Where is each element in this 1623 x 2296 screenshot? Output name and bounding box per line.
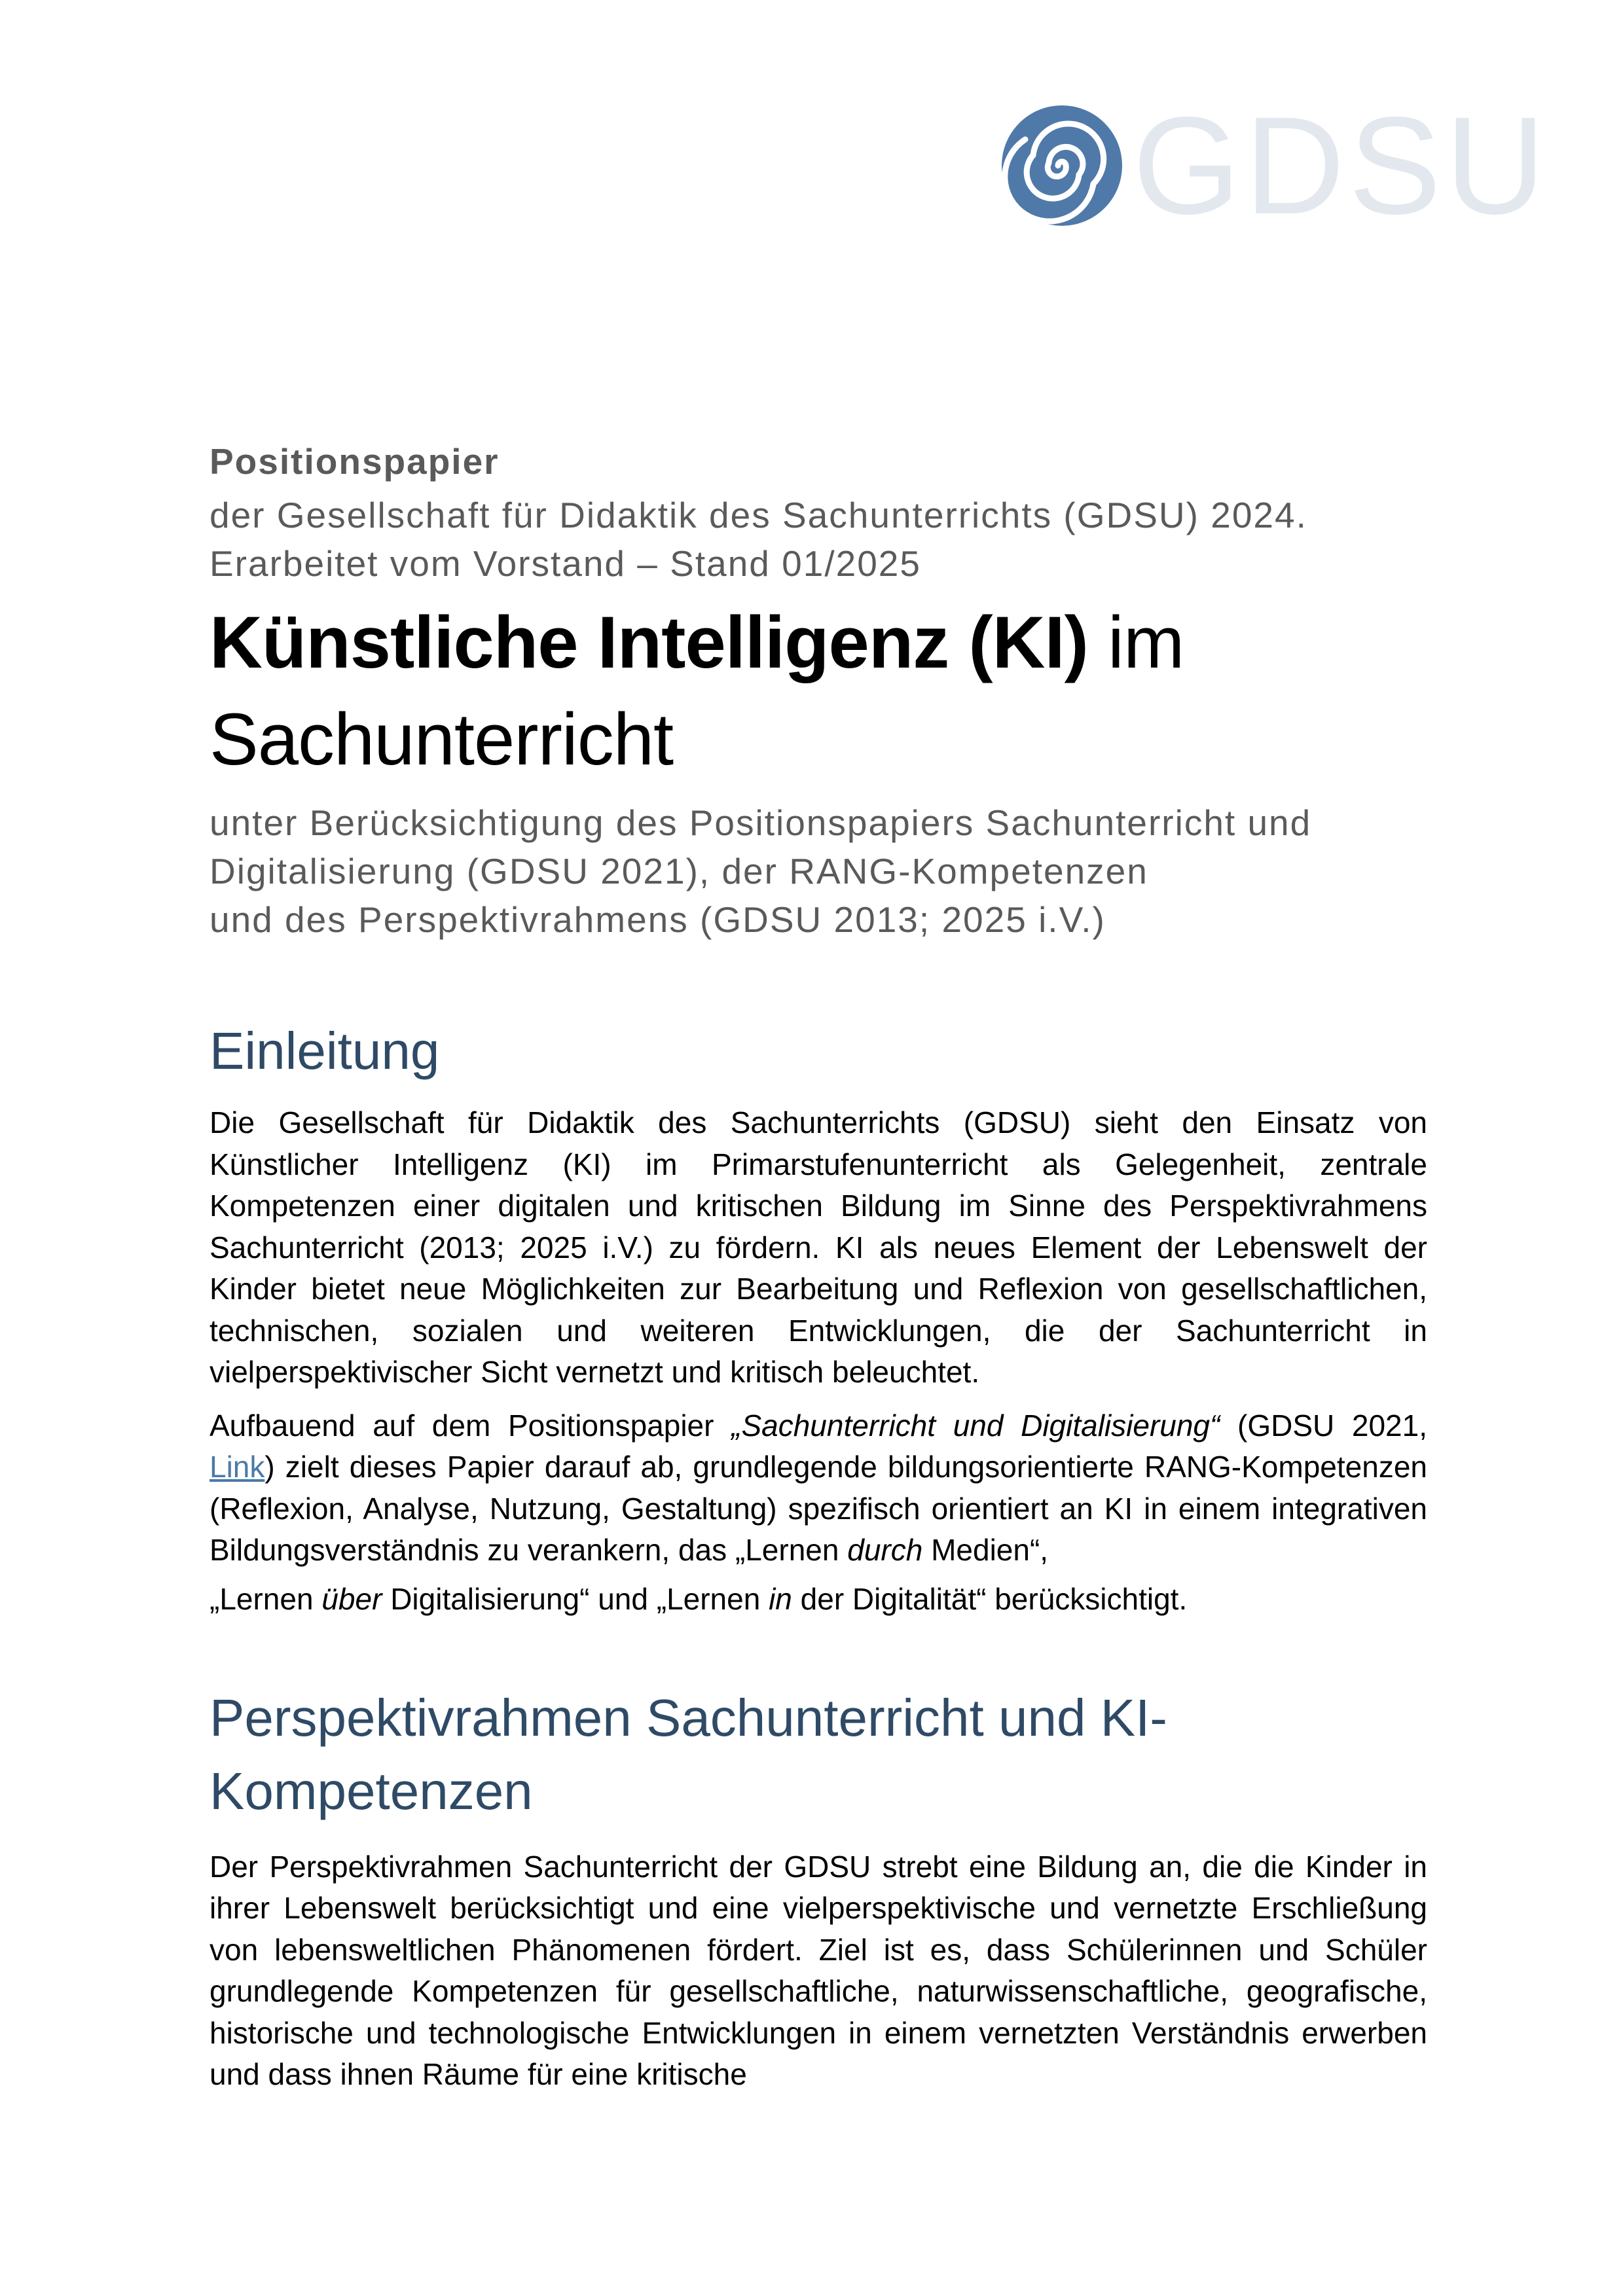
text-run: ) zielt dieses Papier darauf ab, grundlegende bildungsorientierte RANG-Kompetenzen (Reflexion, Analyse, Nutzung, Gestaltung) spezifisch orientiert an KI in einem integrativen Bildungsverständnis zu verankern, das „Lernen	[210, 1450, 1427, 1567]
doc-meta	[210, 491, 1427, 588]
text-run: der Digitalität“ berücksichtigt.	[792, 1581, 1188, 1616]
emphasis: durch	[847, 1533, 923, 1567]
emphasis: in	[769, 1581, 792, 1616]
heading-line-2: Kompetenzen	[210, 1761, 533, 1820]
doc-type-label: Positionspapier	[210, 441, 500, 482]
intro-paragraph-2	[210, 1405, 1427, 1625]
persp-paragraph-1: Der Perspektivrahmen Sachunterricht der GDSU strebt eine Bildung an, die die Kinder in ihrer Lebenswelt berücksichtigt und eine vielperspektivische und vernetzte Erschließung von lebensweltlichen Phänomenen fördert. Ziel ist es, dass Schülerinnen und Schüler grundlegende Kompetenzen für gesellschaftliche, naturwissenschaftliche, geografische, historische und technologische Entwicklungen in einem vernetzten Verständnis erwerben und dass ihnen Räume für eine kritische	[210, 1849, 1427, 2091]
logo-wordmark: GDSU	[1133, 88, 1550, 243]
section-heading-intro: Einleitung	[210, 1022, 440, 1080]
text-run: (GDSU 2021,	[1220, 1408, 1427, 1443]
text-run: „Lernen	[210, 1581, 322, 1616]
meta-line-2: Erarbeitet vom Vorstand – Stand 01/2025	[210, 543, 921, 584]
title-normal: im	[1087, 601, 1184, 683]
text-run: Digitalisierung“ und „Lernen	[382, 1581, 769, 1616]
text-run: Medien“,	[922, 1533, 1049, 1567]
subtitle-line-3: und des Perspektivrahmens (GDSU 2013; 2025 i.V.)	[210, 899, 1106, 940]
intro-paragraph-1: Die Gesellschaft für Didaktik des Sachunterrichts (GDSU) sieht den Einsatz von Künstlicher Intelligenz (KI) im Primarstufenunterricht als Gelegenheit, zentrale Kompetenzen einer digitalen und kritischen Bildung im Sinne des Perspektivrahmens Sachunterricht (2013; 2025 i.V.) zu fördern. KI als neues Element der Lebenswelt der Kinder bietet neue Möglichkeiten zur Bearbeitung und Reflexion von gesellschaftlichen, technischen, sozialen und weiteren Entwicklungen, die der Sachunterricht in vielperspektivischer Sicht vernetzt und kritisch beleuchtet.	[210, 1105, 1427, 1389]
text-run: Aufbauend auf dem Positionspapier	[210, 1408, 732, 1443]
page-title	[210, 594, 1427, 788]
meta-line-1: der Gesellschaft für Didaktik des Sachunterrichts (GDSU) 2024.	[210, 495, 1307, 535]
last-line	[210, 1573, 1427, 1625]
title-line-2: Sachunterricht	[210, 698, 674, 780]
page-subtitle	[210, 798, 1427, 944]
heading-line-1: Perspektivrahmen Sachunterricht und KI-	[210, 1688, 1167, 1747]
subtitle-line-1: unter Berücksichtigung des Positionspapiers Sachunterricht und	[210, 802, 1312, 843]
emphasis: über	[321, 1581, 382, 1616]
gdsu-logo	[1002, 88, 1550, 243]
spiral-icon	[1002, 105, 1122, 226]
title-bold: Künstliche Intelligenz (KI)	[210, 601, 1088, 683]
document-page	[210, 432, 1427, 2096]
emphasis-title: „Sachunterricht und Digitalisierung“	[731, 1408, 1220, 1443]
section-heading-perspektivrahmen	[210, 1681, 1427, 1828]
subtitle-line-2: Digitalisierung (GDSU 2021), der RANG-Kompetenzen	[210, 851, 1148, 891]
gdsu-2021-link[interactable]: Link	[210, 1450, 265, 1484]
